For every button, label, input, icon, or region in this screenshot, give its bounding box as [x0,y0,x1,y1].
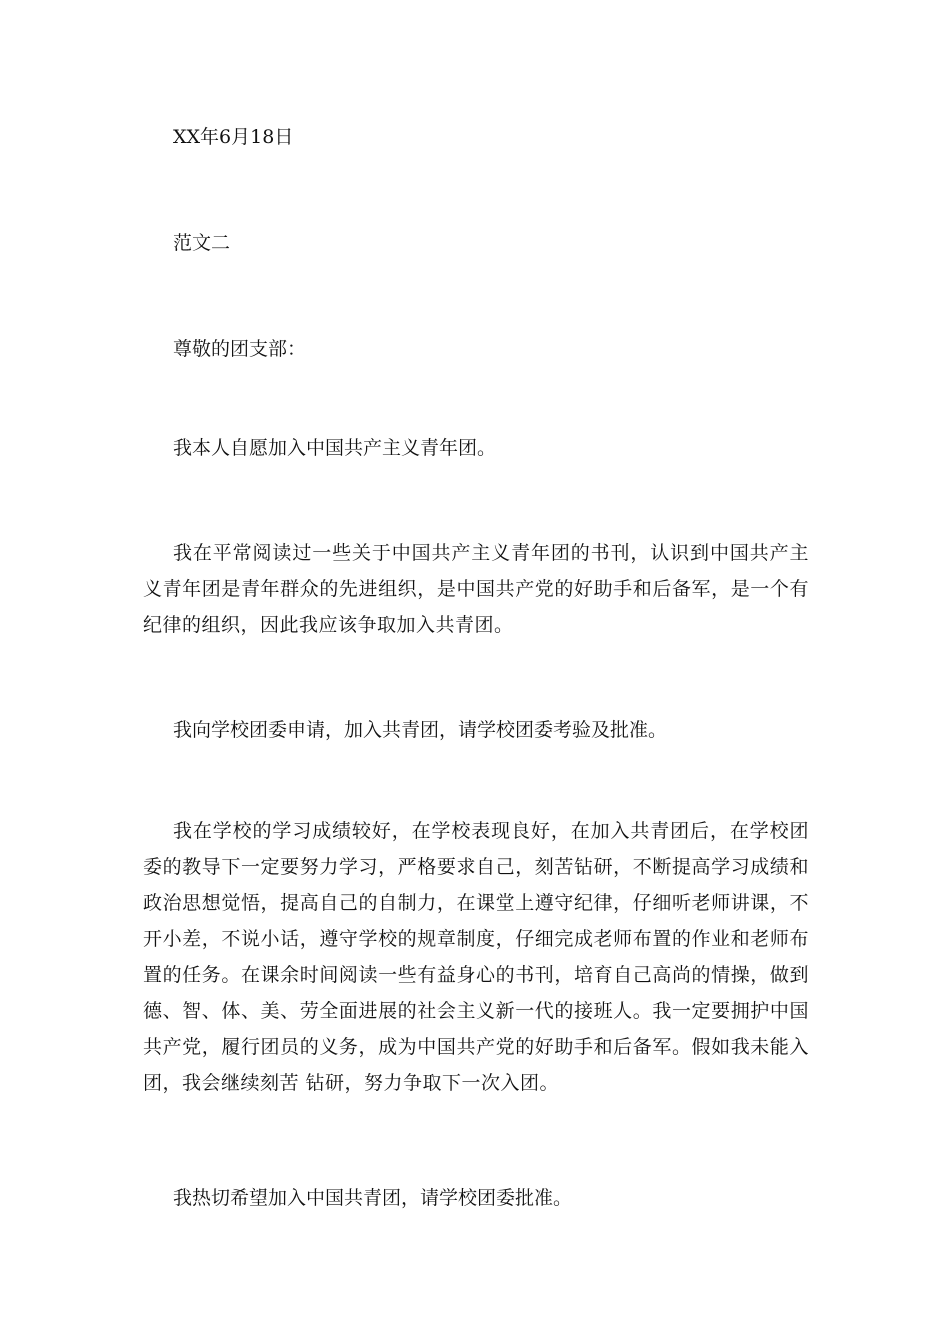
document-date: XX年6月18日 [173,126,294,148]
paragraph-closing: 我热切希望加入中国共青团，请学校团委批准。 [173,1187,573,1209]
sample-heading: 范文二 [173,232,231,254]
salutation: 尊敬的团支部： [173,338,307,360]
paragraph-reason: 我在平常阅读过一些关于中国共产主义青年团的书刊，认识到中国共产主义青年团是青年群众的先进组织，是中国共产党的好助手和后备军，是一个有纪律的组织，因此我应该争取加入共青团。 [143,542,809,636]
paragraph-commitment: 我在学校的学习成绩较好，在学校表现良好，在加入共青团后，在学校团委的教导下一定要努力学习，严格要求自己，刻苦钻研，不断提高学习成绩和政治思想觉悟，提高自己的自制力，在课堂上遵守纪律，仔细听老师讲课，不开小差，不说小话，遵守学校的规章制度，仔细完成老师布置的作业和老师布置的任务。在课余时间阅读一些有益身心的书刊，培育自己高尚的情操，做到德、智、体、美、劳全面进展的社会主义新一代的接班人。我一定要拥护中国共产党，履行团员的义务，成为中国共产党的好助手和后备军。假如我未能入团，我会继续刻苦 钻研，努力争取下一次入团。 [143,820,809,1094]
paragraph-intent: 我本人自愿加入中国共产主义青年团。 [173,437,497,459]
paragraph-application: 我向学校团委申请，加入共青团，请学校团委考验及批准。 [173,719,668,741]
